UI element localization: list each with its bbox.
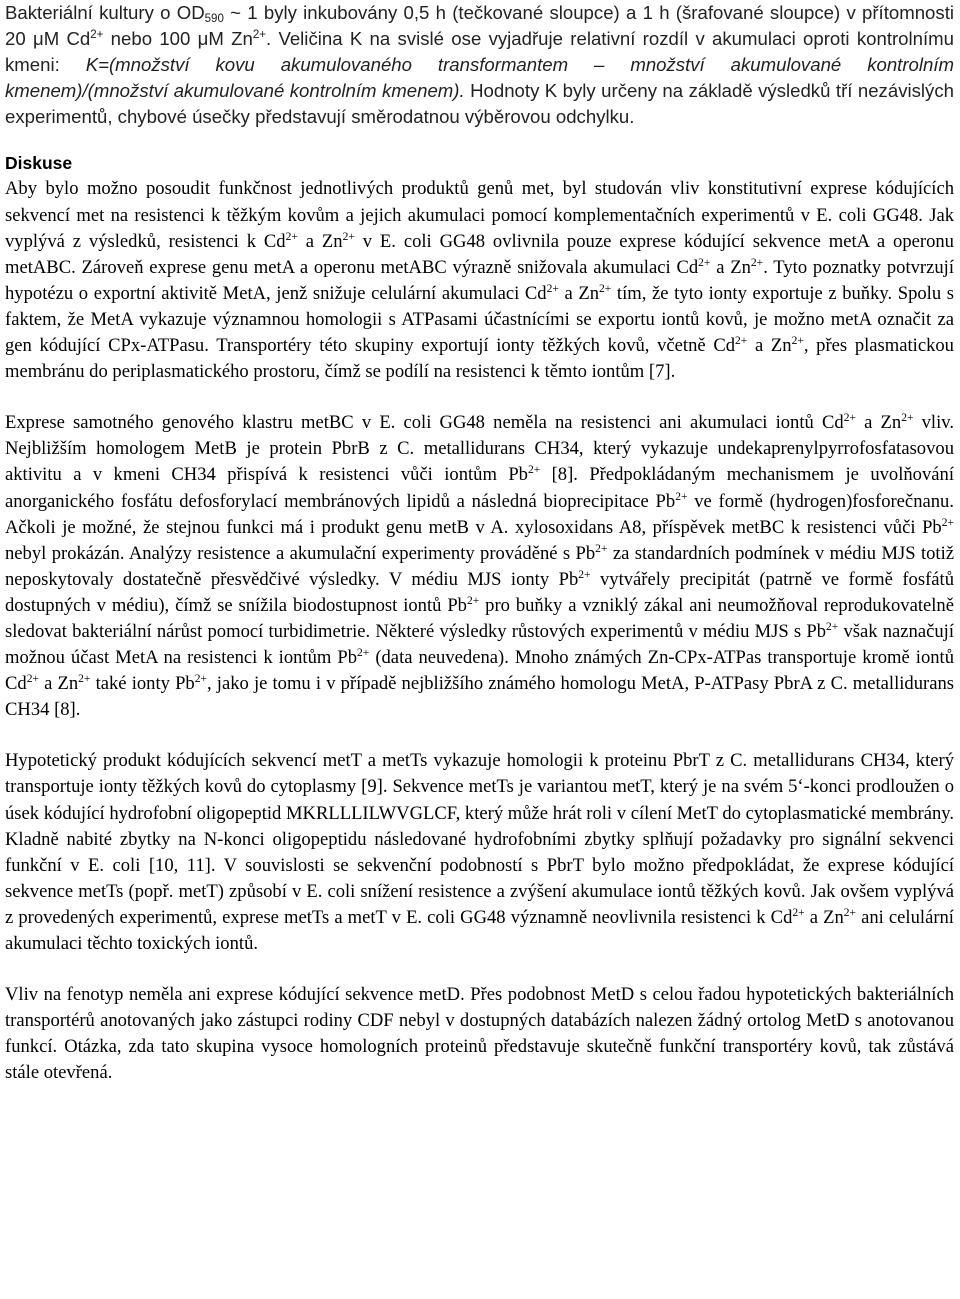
- charge-superscript: 2+: [90, 28, 104, 41]
- charge-superscript: 2+: [466, 594, 480, 607]
- charge-superscript: 2+: [78, 673, 91, 686]
- charge-superscript: 2+: [750, 256, 764, 269]
- paragraph-2: [5, 410, 954, 723]
- paragraph-1: [5, 176, 954, 385]
- text-run: vliv. Nejbližším homologem MetB je protein PbrB z C. metallidurans CH34, který vykazuje undekaprenylpyrrofosfatasovou aktivitu a v kmeni CH34 přispívá k resistenci vůči iontům Pb: [5, 412, 955, 486]
- text-run: a Zn: [558, 282, 600, 304]
- text-run: Aby bylo možno posoudit funkčnost jednotlivých produktů genů met, byl studován vliv konstitutivní exprese kódujících sekvencí met na resistenci k těžkým kovům a jejich akumulaci pomocí komplementačních experimentů v E. coli GG48. Jak vyplývá z výsledků, resistenci k Cd: [5, 178, 954, 252]
- text-run: také ionty Pb: [90, 673, 195, 695]
- charge-superscript: 2+: [357, 646, 370, 659]
- charge-superscript: 2+: [843, 906, 857, 919]
- section-heading: Diskuse: [5, 153, 73, 174]
- charge-superscript: 2+: [735, 334, 748, 347]
- text-run: ani celulární akumulaci těchto toxických iontů.: [5, 906, 954, 954]
- caption-text: Hodnoty K byly určeny na základě výsledků tří nezávislých experimentů, chybové úsečky představují směrodatnou výběrovou odchylku.: [5, 80, 954, 128]
- charge-superscript: 2+: [675, 490, 688, 503]
- text-run: [8]. Předpokládaným mechanismem je uvolňování anorganického fosfátu defosforylací membránových lipidů a následná bioprecipitace Pb: [5, 464, 954, 512]
- paragraph-4: [5, 982, 954, 1086]
- caption-formula: K=(množství kovu akumulovaného transformantem – množství akumulované kontrolním kmenem)/(množství akumulované kontrolním kmenem).: [5, 54, 954, 102]
- charge-superscript: 2+: [252, 28, 266, 41]
- text-run: ve formě (hydrogen)fosforečnanu. Ačkoli je možné, že stejnou funkci má i produkt genu metB v A. xylosoxidans A8, příspěvek metBC k resistenci vůči Pb: [5, 490, 954, 538]
- charge-superscript: 2+: [791, 334, 804, 347]
- charge-superscript: 2+: [527, 464, 541, 477]
- od-subscript: 590: [204, 12, 224, 25]
- text-run: . Tyto poznatky potvrzují hypotézu o exportní aktivitě MetA, jenž snižuje celulární akumulaci Cd: [5, 256, 954, 304]
- text-run: Exprese samotného genového klastru metBC v E. coli GG48 neměla na resistenci ani akumulaci iontů Cd: [5, 412, 844, 434]
- charge-superscript: 2+: [901, 412, 914, 425]
- charge-superscript: 2+: [595, 542, 608, 555]
- charge-superscript: 2+: [599, 282, 612, 295]
- text-run: vytvářely precipitát (patrně ve formě fosfátů dostupných v médiu), čímž se snížila biodostupnost iontů Pb: [5, 568, 955, 616]
- text-run: , přes plasmatickou membránu do periplasmatického prostoru, čímž se podílí na resistenci k těmto iontům [7].: [5, 335, 954, 383]
- charge-superscript: 2+: [342, 230, 355, 243]
- paragraph-3: [5, 748, 954, 957]
- figure-caption: [5, 0, 954, 130]
- charge-superscript: 2+: [826, 620, 839, 633]
- text-run: nebyl prokázán. Analýzy resistence a akumulační experimenty prováděné s Pb: [5, 542, 596, 564]
- charge-superscript: 2+: [698, 256, 711, 269]
- caption-text: nebo 100 μM Zn: [103, 28, 253, 50]
- text-run: pro buňky a vzniklý zákal ani neumožňoval reprodukovatelně sledovat bakteriální nárůst pomocí turbidimetrie. Některé výsledky růstových experimentů v médiu MJS s Pb: [5, 594, 954, 642]
- text-run: , jako je tomu i v případě nejbližšího známého homologu MetA, P-ATPasy PbrA z C. metallidurans CH34 [8].: [5, 673, 954, 721]
- text-run: Vliv na fenotyp neměla ani exprese kódující sekvence metD. Přes podobnost MetD s celou řadou hypotetických bakteriálních transportérů anotovaných jako zástupci rodiny CDF nebyl v dostupných databázích nalezen žádný ortolog MetD s anotovanou funkcí. Otázka, zda tato skupina vysoce homologních proteinů představuje skutečně funkční transportéry kovů, tak zůstává stále otevřená.: [5, 984, 954, 1084]
- charge-superscript: 2+: [285, 230, 298, 243]
- charge-superscript: 2+: [843, 412, 856, 425]
- text-run: a Zn: [804, 906, 844, 928]
- charge-superscript: 2+: [792, 906, 805, 919]
- caption-text: ~ 1 byly inkubovány 0,5 h (tečkované sloupce) a 1 h (šrafované sloupce) v přítomnosti 20 μM Cd: [5, 2, 954, 50]
- text-run: a Zn: [297, 230, 343, 252]
- text-run: Hypotetický produkt kódujících sekvencí metT a metTs vykazuje homologii k proteinu PbrT z C. metallidurans CH34, který transportuje ionty těžkých kovů do cytoplasmy [9]. Sekvence metTs je variantou metT, který je na svém 5‘-konci prodloužen o úsek kódující hydrofobní oligopeptid MKRLLLILWVGLCF, který může hrát roli v cílení MetT do cytoplasmatické membrány. Kladně nabité zbytky na N-konci oligopeptidu následované hydrofobními zbytky splňují požadavky pro signální sekvenci funkční v E. coli [10, 11]. V souvislosti se sekvenční podobností s PbrT bylo možno předpokládat, že exprese kódující sekvence metTs (popř. metT) způsobí v E. coli snížení resistence a zvýšení akumulace iontů těžkých kovů. Jak ovšem vyplývá z provedených experimentů, exprese metTs a metT v E. coli GG48 významně neovlivnila resistenci k Cd: [5, 750, 954, 928]
- text-run: a Zn: [747, 335, 792, 357]
- text-run: tím, že tyto ionty exportuje z buňky. Spolu s faktem, že MetA vykazuje významnou homologii s ATPasami účastnícími se exportu iontů kovů, je možno metA označit za gen kódující CPx-ATPasu. Transportéry této skupiny exportují ionty těžkých kovů, včetně Cd: [5, 282, 954, 357]
- text-run: a Zn: [38, 673, 79, 695]
- charge-superscript: 2+: [26, 673, 39, 686]
- text-run: za standardních podmínek v médiu MJS totiž neposkytovaly dostatečně přesvědčivé výsledky. V médiu MJS ionty Pb: [5, 542, 955, 590]
- charge-superscript: 2+: [546, 282, 559, 295]
- charge-superscript: 2+: [194, 673, 207, 686]
- charge-superscript: 2+: [578, 568, 591, 581]
- text-run: (data neuvedena). Mnoho známých Zn-CPx-ATPas transportuje kromě iontů Cd: [5, 647, 954, 695]
- text-run: a Zn: [855, 412, 902, 434]
- caption-text: Bakteriální kultury o OD: [5, 2, 205, 23]
- text-run: v E. coli GG48 ovlivnila pouze exprese kódující sekvence metA a operonu metABC. Zároveň exprese genu metA a operonu metABC výrazně snižovala akumulaci Cd: [5, 230, 954, 278]
- text-run: však naznačují možnou účast MetA na resistenci k iontům Pb: [5, 620, 954, 669]
- caption-text: . Veličina K na svislé ose vyjadřuje relativní rozdíl v akumulaci oproti kontrolnímu kmeni:: [5, 28, 954, 76]
- charge-superscript: 2+: [941, 516, 954, 529]
- text-run: a Zn: [710, 256, 751, 278]
